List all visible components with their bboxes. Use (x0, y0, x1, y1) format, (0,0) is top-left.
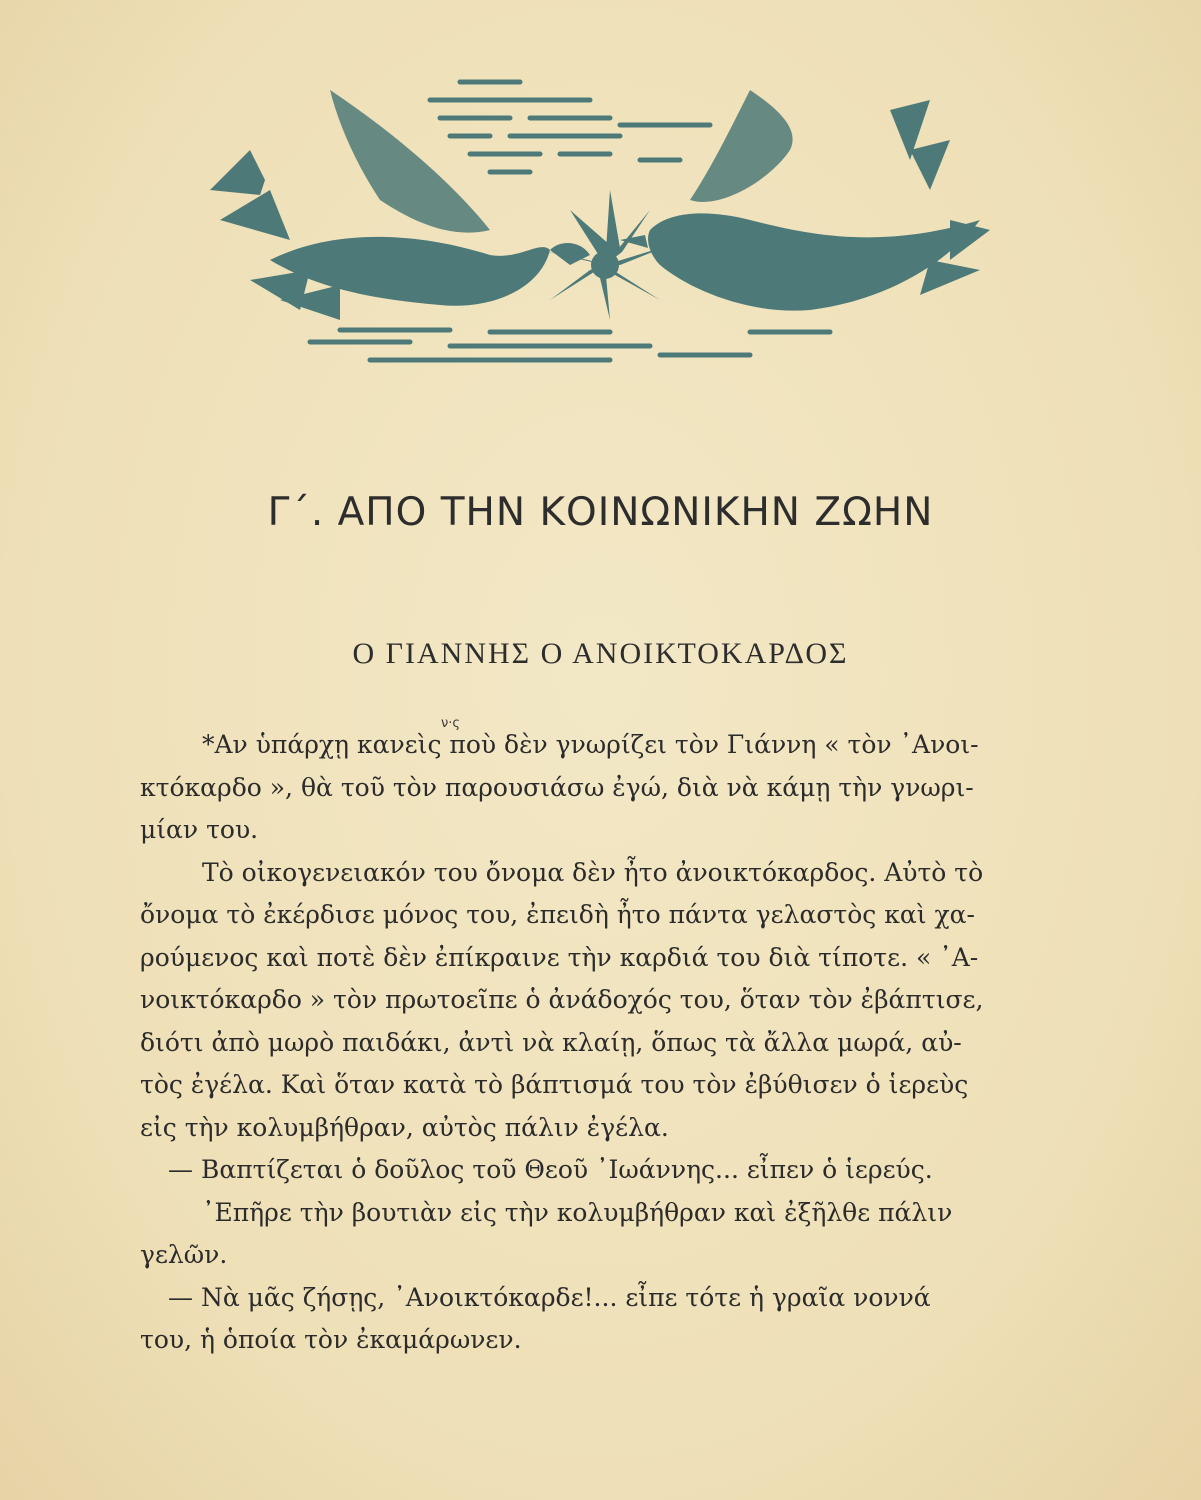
text-line: ὄνομα τὸ ἐκέρδισε μόνος του, ἐπειδὴ ἦτο πάντα γελαστὸς καὶ χα- (140, 900, 975, 929)
text-line: του, ἡ ὁποία τὸν ἐκαμάρωνεν. (140, 1325, 522, 1354)
story-title: Ο ΓΙΑΝΝΗΣ Ο ΑΝΟΙΚΤΟΚΑΡΔΟΣ (352, 637, 849, 670)
paragraph-5 (140, 1277, 1020, 1362)
text-line: — Νὰ μᾶς ζήσῃς, ᾿Ανοικτόκαρδε!... εἶπε τότε ἡ γραῖα νοννά (168, 1282, 931, 1312)
paragraph-1 (140, 724, 1020, 852)
two-birds-with-flower-vignette-icon (190, 70, 1010, 370)
story-body (140, 724, 1020, 1362)
text-line: Τὸ οἰκογενειακόν του ὄνομα δὲν ἦτο ἀνοικτόκαρδος. Αὐτὸ τὸ (202, 857, 984, 887)
text-line: ρούμενος καὶ ποτὲ δὲν ἐπίκραινε τὴν καρδιά του διὰ τίποτε. « ᾿Α- (140, 942, 979, 972)
text-line: εἰς τὴν κολυμβήθραν, αὐτὸς πάλιν ἐγέλα. (140, 1112, 669, 1142)
text-line: γελῶν. (140, 1240, 228, 1269)
paragraph-4 (140, 1192, 1020, 1277)
paragraph-2 (140, 852, 1020, 1150)
paragraph-3 (140, 1149, 1020, 1192)
text-line: μίαν του. (140, 815, 259, 844)
margin-note: ν·ς (441, 716, 461, 731)
text-line: τὸς ἐγέλα. Καὶ ὅταν κατὰ τὸ βάπτισμά του τὸν ἐβύθισεν ὁ ἱερεὺς (140, 1070, 969, 1099)
text-line: ᾿Επῆρε τὴν βουτιὰν εἰς τὴν κολυμβήθραν καὶ ἐξῆλθε πάλιν (202, 1197, 953, 1227)
text-line: κτόκαρδο », θὰ τοῦ τὸν παρουσιάσω ἐγώ, διὰ νὰ κάμῃ τὴν γνωρι- (140, 772, 974, 802)
section-heading: Γ΄. ΑΠΟ ΤΗΝ ΚΟΙΝΩΝΙΚΗΝ ΖΩΗΝ (267, 490, 934, 535)
text-line: νοικτόκαρδο » τὸν πρωτοεῖπε ὁ ἀνάδοχός του, ὅταν τὸν ἐβάπτισε, (140, 985, 984, 1014)
text-line: διότι ἀπὸ μωρὸ παιδάκι, ἀντὶ νὰ κλαίῃ, ὅπως τὰ ἄλλα μωρά, αὐ- (140, 1027, 962, 1057)
text-line: — Βαπτίζεται ὁ δοῦλος τοῦ Θεοῦ ᾿Ιωάννης... εἶπεν ὁ ἱερεύς. (168, 1155, 933, 1184)
text-line: *Αν ὑπάρχῃ κανεὶς ποὺ δὲν γνωρίζει τὸν Γιάννη « τὸν ᾿Ανοι- (202, 730, 979, 759)
